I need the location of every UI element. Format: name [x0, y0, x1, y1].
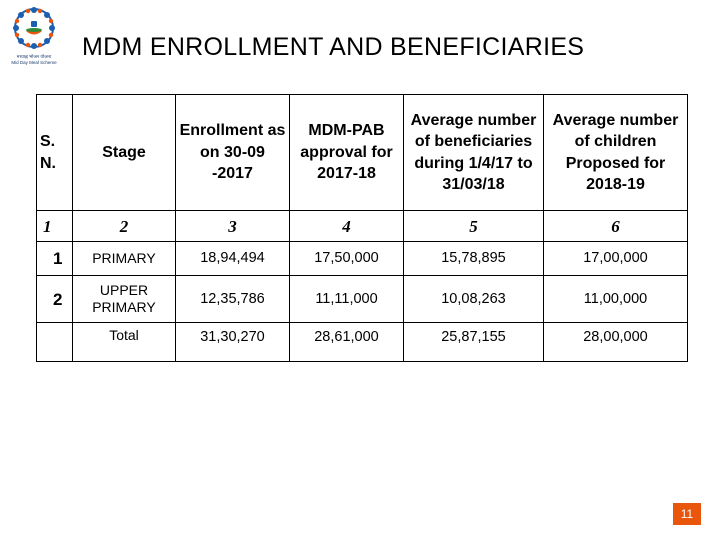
mdm-logo-icon	[6, 4, 62, 52]
row-sn	[37, 323, 73, 362]
row-avg-beneficiaries: 15,78,895	[404, 242, 544, 276]
column-number: 2	[73, 211, 176, 242]
table-row-primary	[37, 242, 688, 276]
row-pab-approval: 11,11,000	[290, 276, 404, 323]
row-pab-approval: 28,61,000	[290, 323, 404, 362]
page-number-badge: 11	[673, 503, 701, 525]
row-enrollment: 18,94,494	[176, 242, 290, 276]
header-enrollment: Enrollment as on 30-09 -2017	[176, 95, 290, 211]
row-pab-approval: 17,50,000	[290, 242, 404, 276]
table-row-upper-primary	[37, 276, 688, 323]
row-avg-beneficiaries: 10,08,263	[404, 276, 544, 323]
header-pab-approval: MDM-PAB approval for 2017-18	[290, 95, 404, 211]
header-row	[37, 95, 688, 211]
row-avg-proposed: 11,00,000	[544, 276, 688, 323]
row-avg-proposed: 28,00,000	[544, 323, 688, 362]
row-stage: PRIMARY	[73, 242, 176, 276]
column-number-row	[37, 211, 688, 242]
header-avg-beneficiaries: Average number of beneficiaries during 1/4/17 to 31/03/18	[404, 95, 544, 211]
logo-caption-english: Mid Day Meal Scheme	[11, 60, 57, 65]
column-number: 1	[37, 211, 73, 242]
row-enrollment: 31,30,270	[176, 323, 290, 362]
header-sn: S. N.	[37, 95, 73, 211]
row-stage: UPPER PRIMARY	[73, 276, 176, 323]
row-stage: Total	[73, 323, 176, 362]
row-avg-beneficiaries: 25,87,155	[404, 323, 544, 362]
row-sn: 2	[37, 276, 73, 323]
header-avg-proposed: Average number of children Proposed for 2018-19	[544, 95, 688, 211]
column-number: 4	[290, 211, 404, 242]
logo-caption-hindi: मध्याह्न भोजन योजना	[16, 54, 52, 59]
row-sn: 1	[37, 242, 73, 276]
column-number: 6	[544, 211, 688, 242]
header-stage: Stage	[73, 95, 176, 211]
mdm-logo	[6, 4, 62, 70]
table-row-total	[37, 323, 688, 362]
column-number: 5	[404, 211, 544, 242]
row-enrollment: 12,35,786	[176, 276, 290, 323]
row-avg-proposed: 17,00,000	[544, 242, 688, 276]
page-title: MDM ENROLLMENT AND BENEFICIARIES	[82, 33, 585, 61]
column-number: 3	[176, 211, 290, 242]
enrollment-table	[36, 94, 688, 362]
